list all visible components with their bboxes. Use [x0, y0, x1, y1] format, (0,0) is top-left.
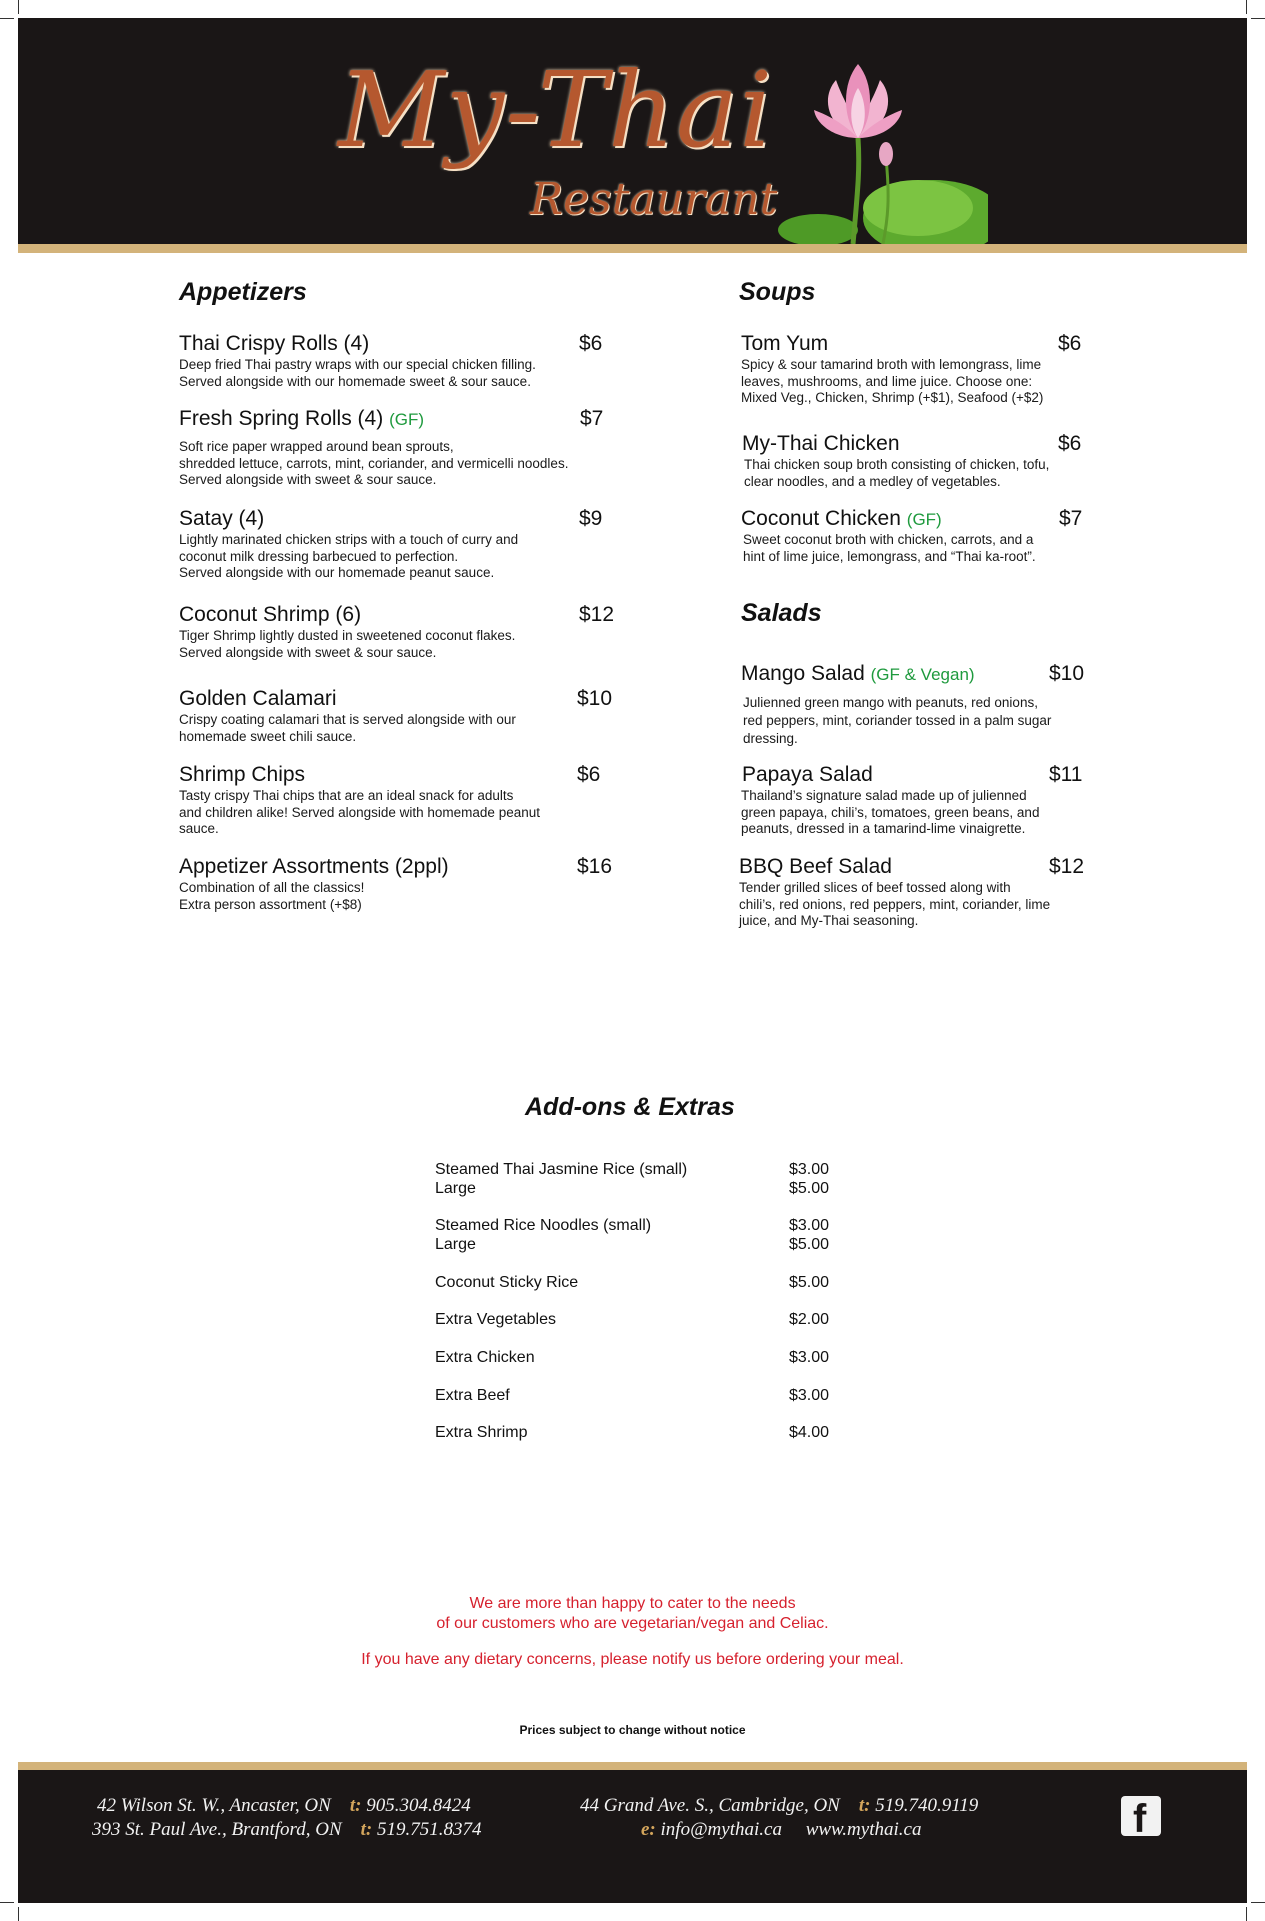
dietary-note: If you have any dietary concerns, please notify us before ordering your meal.	[361, 1651, 904, 1668]
item-description: Crispy coating calamari that is served alongside with our homemade sweet chili sauce.	[179, 712, 516, 744]
item-description: Sweet coconut broth with chicken, carrots, and a hint of lime juice, lemongrass, and “Thai ka-root”.	[743, 532, 1036, 564]
gf-tag: GF	[912, 510, 937, 529]
item-name: Fresh Spring Rolls (4) (GF)	[179, 407, 425, 430]
item-price: $6	[579, 332, 603, 355]
phone-label: t:	[349, 1795, 362, 1816]
brantford-location	[92, 1818, 482, 1842]
phone-label: t:	[858, 1795, 871, 1816]
item-description: Deep fried Thai pastry wraps with our special chicken filling. Served alongside with our homemade sweet & sour sauce.	[179, 357, 536, 389]
contact-line	[641, 1818, 921, 1842]
header-banner	[18, 18, 1247, 244]
item-description: Lightly marinated chicken strips with a touch of curry and coconut milk dressing barbecued to perfection. Served alongside with our homemade peanut sauce.	[179, 532, 519, 580]
item-name: Satay (4)	[179, 507, 265, 530]
lotus-flower-icon	[758, 58, 988, 244]
header-divider	[18, 244, 1247, 253]
cater-note: We are more than happy to cater to the needs of our customers who are vegetarian/vegan and Celiac.	[436, 1595, 829, 1632]
item-price: $11	[1049, 763, 1083, 786]
item-description: Tiger Shrimp lightly dusted in sweetened coconut flakes. Served alongside with sweet & sour sauce.	[179, 628, 516, 660]
addon-price: $3.00	[789, 1349, 830, 1366]
ancaster-location	[97, 1794, 471, 1818]
item-name: Coconut Chicken (GF)	[741, 507, 942, 530]
item-price: $10	[1049, 662, 1085, 685]
item-price: $6	[1058, 432, 1082, 455]
addon-price: $3.00 $5.00	[789, 1161, 830, 1197]
item-price: $9	[579, 507, 603, 530]
addon-name: Extra Vegetables	[435, 1311, 556, 1328]
crop-mark	[1246, 1907, 1247, 1921]
item-name: Coconut Shrimp (6)	[179, 603, 362, 626]
crop-mark	[1251, 18, 1265, 19]
item-description: Combination of all the classics! Extra person assortment (+$8)	[179, 880, 365, 912]
logo-subtitle: Restaurant	[530, 174, 778, 225]
addon-name: Steamed Thai Jasmine Rice (small) Large	[435, 1161, 688, 1197]
crop-mark	[18, 1907, 19, 1921]
ancaster-phone: 905.304.8424	[366, 1795, 471, 1816]
item-name: Mango Salad (GF & Vegan)	[741, 662, 975, 685]
crop-mark	[0, 1902, 14, 1903]
brantford-address: 393 St. Paul Ave., Brantford, ON	[92, 1819, 342, 1840]
appetizers-title: Appetizers	[179, 278, 307, 306]
item-price: $7	[1059, 507, 1083, 530]
item-description: Thai chicken soup broth consisting of chicken, tofu, clear noodles, and a medley of vegetables.	[744, 457, 1050, 489]
item-name: BBQ Beef Salad	[739, 855, 892, 878]
addon-name: Steamed Rice Noodles (small) Large	[435, 1217, 652, 1253]
item-description: Julienned green mango with peanuts, red onions, red peppers, mint, coriander tossed in a palm sugar dressing.	[743, 695, 1052, 746]
item-description: Thailand’s signature salad made up of julienned green papaya, chili’s, tomatoes, green beans, and peanuts, dressed in a tamarind-lime vinaigrette.	[741, 788, 1040, 836]
addon-price: $5.00	[789, 1274, 830, 1291]
item-name: Papaya Salad	[742, 763, 873, 786]
addons-title: Add-ons & Extras	[525, 1093, 735, 1121]
cambridge-address: 44 Grand Ave. S., Cambridge, ON	[580, 1795, 840, 1816]
item-price: $6	[577, 763, 601, 786]
email-link[interactable]: info@mythai.ca	[660, 1819, 782, 1840]
item-description: Tender grilled slices of beef tossed along with chili’s, red onions, red peppers, mint, coriander, lime juice, and My-Thai seasoning.	[739, 880, 1051, 928]
item-name: Appetizer Assortments (2ppl)	[179, 855, 449, 878]
addon-price: $3.00	[789, 1387, 830, 1404]
facebook-icon[interactable]: f	[1121, 1796, 1161, 1836]
footer-divider	[18, 1762, 1247, 1770]
cambridge-location	[580, 1794, 978, 1818]
logo-title: My-Thai	[338, 49, 774, 171]
item-price: $16	[577, 855, 613, 878]
crop-mark	[1246, 0, 1247, 14]
salads-title: Salads	[741, 599, 822, 627]
website-link[interactable]: www.mythai.ca	[805, 1819, 922, 1840]
gf-tag: GF	[394, 410, 419, 429]
crop-mark	[1251, 1902, 1265, 1903]
addon-price: $3.00 $5.00	[789, 1217, 830, 1253]
addon-name: Extra Chicken	[435, 1349, 535, 1366]
addon-name: Extra Shrimp	[435, 1424, 528, 1441]
addon-price: $2.00	[789, 1311, 830, 1328]
item-name: Tom Yum	[741, 332, 829, 355]
addon-name: Coconut Sticky Rice	[435, 1274, 579, 1291]
addon-name: Extra Beef	[435, 1387, 510, 1404]
item-price: $12	[579, 603, 615, 626]
phone-label: t:	[360, 1819, 373, 1840]
item-name: Shrimp Chips	[179, 763, 306, 786]
item-price: $12	[1049, 855, 1085, 878]
item-price: $7	[580, 407, 604, 430]
crop-mark	[0, 18, 14, 19]
soups-title: Soups	[739, 278, 816, 306]
item-name: My-Thai Chicken	[742, 432, 900, 455]
cambridge-phone: 519.740.9119	[875, 1795, 979, 1816]
item-description: Spicy & sour tamarind broth with lemongrass, lime leaves, mushrooms, and lime juice. Choose one: Mixed Veg., Chicken, Shrimp (+$1), Seafood (+$2)	[741, 357, 1044, 405]
email-label: e:	[641, 1819, 656, 1840]
item-name: Golden Calamari	[179, 687, 337, 710]
item-name: Thai Crispy Rolls (4)	[179, 332, 370, 355]
prices-disclaimer: Prices subject to change without notice	[519, 1723, 746, 1737]
addon-price: $4.00	[789, 1424, 830, 1441]
crop-mark	[18, 0, 19, 14]
item-description: Soft rice paper wrapped around bean sprouts, shredded lettuce, carrots, mint, coriander, and vermicelli noodles. Served alongside with sweet & sour sauce.	[179, 439, 569, 487]
brantford-phone: 519.751.8374	[377, 1819, 482, 1840]
item-price: $10	[577, 687, 613, 710]
item-description: Tasty crispy Thai chips that are an ideal snack for adults and children alike! Served alongside with homemade peanut sauce.	[179, 788, 540, 836]
ancaster-address: 42 Wilson St. W., Ancaster, ON	[97, 1795, 331, 1816]
gf-vegan-tag: GF & Vegan	[876, 665, 969, 684]
item-price: $6	[1058, 332, 1082, 355]
